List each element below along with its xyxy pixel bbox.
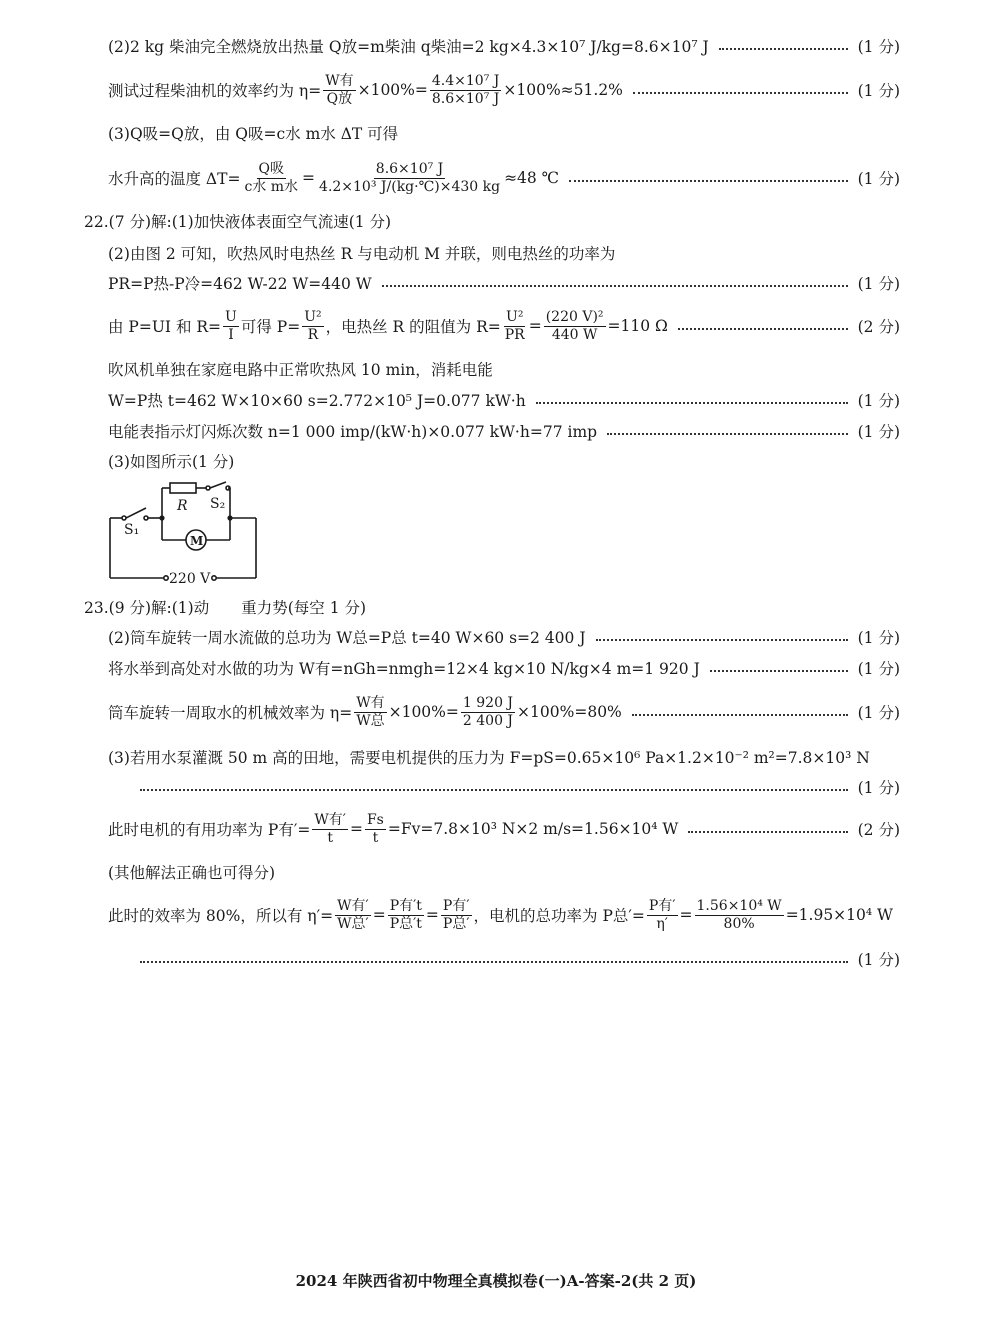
leader-dots [536,402,848,404]
score-label: (1 分) [857,629,900,647]
fraction-den: 2 400 J [462,712,514,729]
source-label: 220 V [169,571,211,587]
q22-parallel-text: (2)由图 2 可知，吹热风时电热丝 R 与电动机 M 并联，则电热丝的功率为 [108,245,616,263]
leader-dots [140,961,848,963]
leader-dots [633,92,848,94]
q23-total-power-text: ，电机的总功率为 P总′= [473,907,645,925]
fraction-den: 8.6×10⁷ J [431,90,500,107]
q22-energy-intro-text: 吹风机单独在家庭电路中正常吹热风 10 min，消耗电能 [108,361,493,379]
score-label: (2 分) [857,318,900,336]
q23-useful-work-line [108,653,900,683]
fraction [312,813,348,845]
q22-resistance-text: =110 Ω [607,317,668,335]
q22-resistance-text: 可得 P= [240,318,301,336]
fraction [223,310,239,342]
fraction [695,899,784,931]
switch-s1-blade [126,508,146,518]
q23-total-power-text: =1.95×10⁴ W [785,906,893,924]
fraction-num: Q吸 [258,160,284,177]
leader-dots [382,285,848,287]
fraction [461,696,515,728]
resistor-label: R [177,498,188,514]
leader-dots [678,328,848,330]
fraction [354,696,386,728]
fraction-num: P有′ [648,897,676,914]
q21-efficiency-line [108,72,900,107]
resistor-r [170,483,196,493]
q23-efficiency-line [108,694,900,729]
score-label: (1 分) [857,170,900,188]
fraction-den: P总′t [389,915,422,932]
terminal [164,576,168,580]
fraction [365,813,386,845]
score-label: (1 分) [857,779,900,797]
q23-efficiency-text: ×100%= [388,703,459,721]
q21-heat-line [108,31,900,61]
score-label: (1 分) [857,82,900,100]
q23-total-power-line [108,897,900,932]
q22-header-text: 22.(7 分)解:(1)加快液体表面空气流速(1 分) [84,213,392,231]
switch-s2-blade [210,482,226,488]
q23-useful-power-text: = [349,820,363,838]
fraction-den: I [228,326,234,343]
fraction-num: 4.4×10⁷ J [431,72,500,89]
fraction-num: U² [304,308,322,325]
fraction-num: (220 V)² [545,308,604,325]
fraction-den: 4.2×10³ J/(kg·℃)×430 kg [319,178,501,195]
fraction [544,310,606,342]
leader-dots [140,789,848,791]
score-label: (2 分) [857,821,900,839]
q22-energy-line [108,385,900,415]
fraction-num: 8.6×10⁷ J [375,160,444,177]
q23-efficiency-text: ×100%=80% [517,703,622,721]
q22-figure-line [108,446,900,476]
fraction-num: U [225,308,237,325]
fraction-num: U² [506,308,524,325]
fraction [317,162,502,194]
circuit-diagram [100,478,270,588]
fraction [441,899,472,931]
q23-total-power-text: = [425,906,439,924]
fraction-num: P有′t [389,897,422,914]
q22-parallel-line [108,238,900,268]
fraction-den: 440 W [551,326,598,343]
q21-temperature-text: 水升高的温度 ΔT= [108,170,241,188]
q21-temperature-text: ≈48 ℃ [504,169,560,187]
fraction-den: c水 m水 [244,178,299,195]
junction-dot [159,515,164,520]
fraction-num: W有′ [314,811,346,828]
fraction [503,310,527,342]
fraction [335,899,371,931]
q22-power-text: PR=P热-P冷=462 W-22 W=440 W [108,275,372,293]
q22-flash-text: 电能表指示灯闪烁次数 n=1 000 imp/(kW·h)×0.077 kW·h=77 imp [108,423,598,441]
q23-total-work-text: (2)筒车旋转一周水流做的总功为 W总=P总 t=40 W×60 s=2 400 J [108,629,586,647]
switch-contact [144,516,148,520]
switch-contact [122,516,126,520]
fraction [430,74,501,106]
q23-total-power-text: = [372,906,386,924]
score-label: (1 分) [857,38,900,56]
q21-efficiency-text: ×100%= [357,81,428,99]
q23-useful-work-text: 将水举到高处对水做的功为 W有=nGh=nmgh=12×4 kg×10 N/kg×4 m=1 920 J [108,660,700,678]
fraction-den: PR [504,326,525,343]
score-label: (1 分) [857,423,900,441]
fraction [323,74,355,106]
fraction [647,899,678,931]
q22-resistance-text: = [528,317,542,335]
fraction [242,162,300,194]
fraction [388,899,424,931]
q22-resistance-text: 由 P=UI 和 R= [108,318,222,336]
score-label: (1 分) [857,660,900,678]
fraction-den: t [327,829,333,846]
terminal [212,576,216,580]
q21-temperature-line [108,160,900,195]
score-label: (1 分) [857,704,900,722]
leader-dots [710,670,848,672]
fraction-num: W有 [356,694,385,711]
page-footer: 2024 年陕西省初中物理全真模拟卷(一)A-答案-2(共 2 页) [295,1272,697,1290]
q23-total-work-line [108,622,900,652]
fraction-den: W总′ [337,915,369,932]
q22-energy-text: W=P热 t=462 W×10×60 s=2.772×10⁵ J=0.077 kW·h [108,392,526,410]
score-label: (1 分) [857,275,900,293]
q23-total-power-score-line [108,944,900,974]
fraction-den: W总 [356,712,385,729]
fraction-den: t [372,829,379,846]
q23-useful-power-text: 此时电机的有用功率为 P有′= [108,821,311,839]
q23-pressure-text: (3)若用水泵灌溉 50 m 高的田地，需要电机提供的压力为 F=pS=0.65×10⁶ Pa×1.2×10⁻² m²=7.8×10³ N [108,749,870,767]
q21-efficiency-text: ×100%≈51.2% [503,81,623,99]
switch-s1-label: S₁ [124,522,140,538]
q21-temperature-text: = [302,169,316,187]
switch-s2-label: S₂ [210,496,226,512]
fraction-num: Fs [366,811,384,828]
leader-dots [632,714,848,716]
switch-contact [206,486,210,490]
fraction-den: 80% [723,915,755,932]
q23-useful-power-text: =Fv=7.8×10³ N×2 m/s=1.56×10⁴ W [387,820,679,838]
leader-dots [569,180,848,182]
q21-efficiency-text: 测试过程柴油机的效率约为 η= [108,82,322,100]
q23-note-text: (其他解法正确也可得分) [108,864,276,882]
q22-figure-text: (3)如图所示(1 分) [108,453,235,471]
q21-heat-text: (2)2 kg 柴油完全燃烧放出热量 Q放=m柴油 q柴油=2 kg×4.3×10⁷ J/kg=8.6×10⁷ J [108,38,709,56]
score-label: (1 分) [857,392,900,410]
leader-dots [719,48,848,50]
junction-dot [227,515,232,520]
fraction-num: 1.56×10⁴ W [696,897,782,914]
q23-note-line [108,857,900,887]
q23-total-power-text: 此时的效率为 80%，所以有 η′= [108,907,334,925]
q23-header-line [84,592,900,622]
fraction [302,310,323,342]
q22-resistance-line [108,308,900,343]
q21-part3-line [108,118,900,148]
fraction-den: η′ [656,915,668,932]
q22-resistance-text: ，电热丝 R 的阻值为 R= [325,318,501,336]
q23-header-text: 重力势(每空 1 分) [241,599,367,617]
q22-energy-intro-line [108,354,900,384]
q22-header-line [84,206,900,236]
q22-power-line [108,268,900,298]
q23-useful-power-line [108,811,900,846]
motor-label: M [190,534,204,548]
q23-pressure-score-line [108,772,900,802]
q23-efficiency-text: 筒车旋转一周取水的机械效率为 η= [108,704,353,722]
fraction-num: W有 [325,72,354,89]
fraction-den: R [307,326,319,343]
fraction-den: Q放 [326,90,353,107]
q23-header-text: 23.(9 分)解:(1)动 [84,599,210,617]
leader-dots [688,831,847,833]
fraction-num: W有′ [337,897,369,914]
q22-flash-line [108,416,900,446]
leader-dots [596,639,848,641]
fraction-num: 1 920 J [462,694,514,711]
fraction-den: P总′ [442,915,470,932]
score-label: (1 分) [857,951,900,969]
fraction-num: P有′ [442,897,470,914]
q23-pressure-line [108,742,900,772]
q21-part3-text: (3)Q吸=Q放，由 Q吸=c水 m水 ΔT 可得 [108,125,399,143]
q23-total-power-text: = [679,906,693,924]
leader-dots [607,433,848,435]
